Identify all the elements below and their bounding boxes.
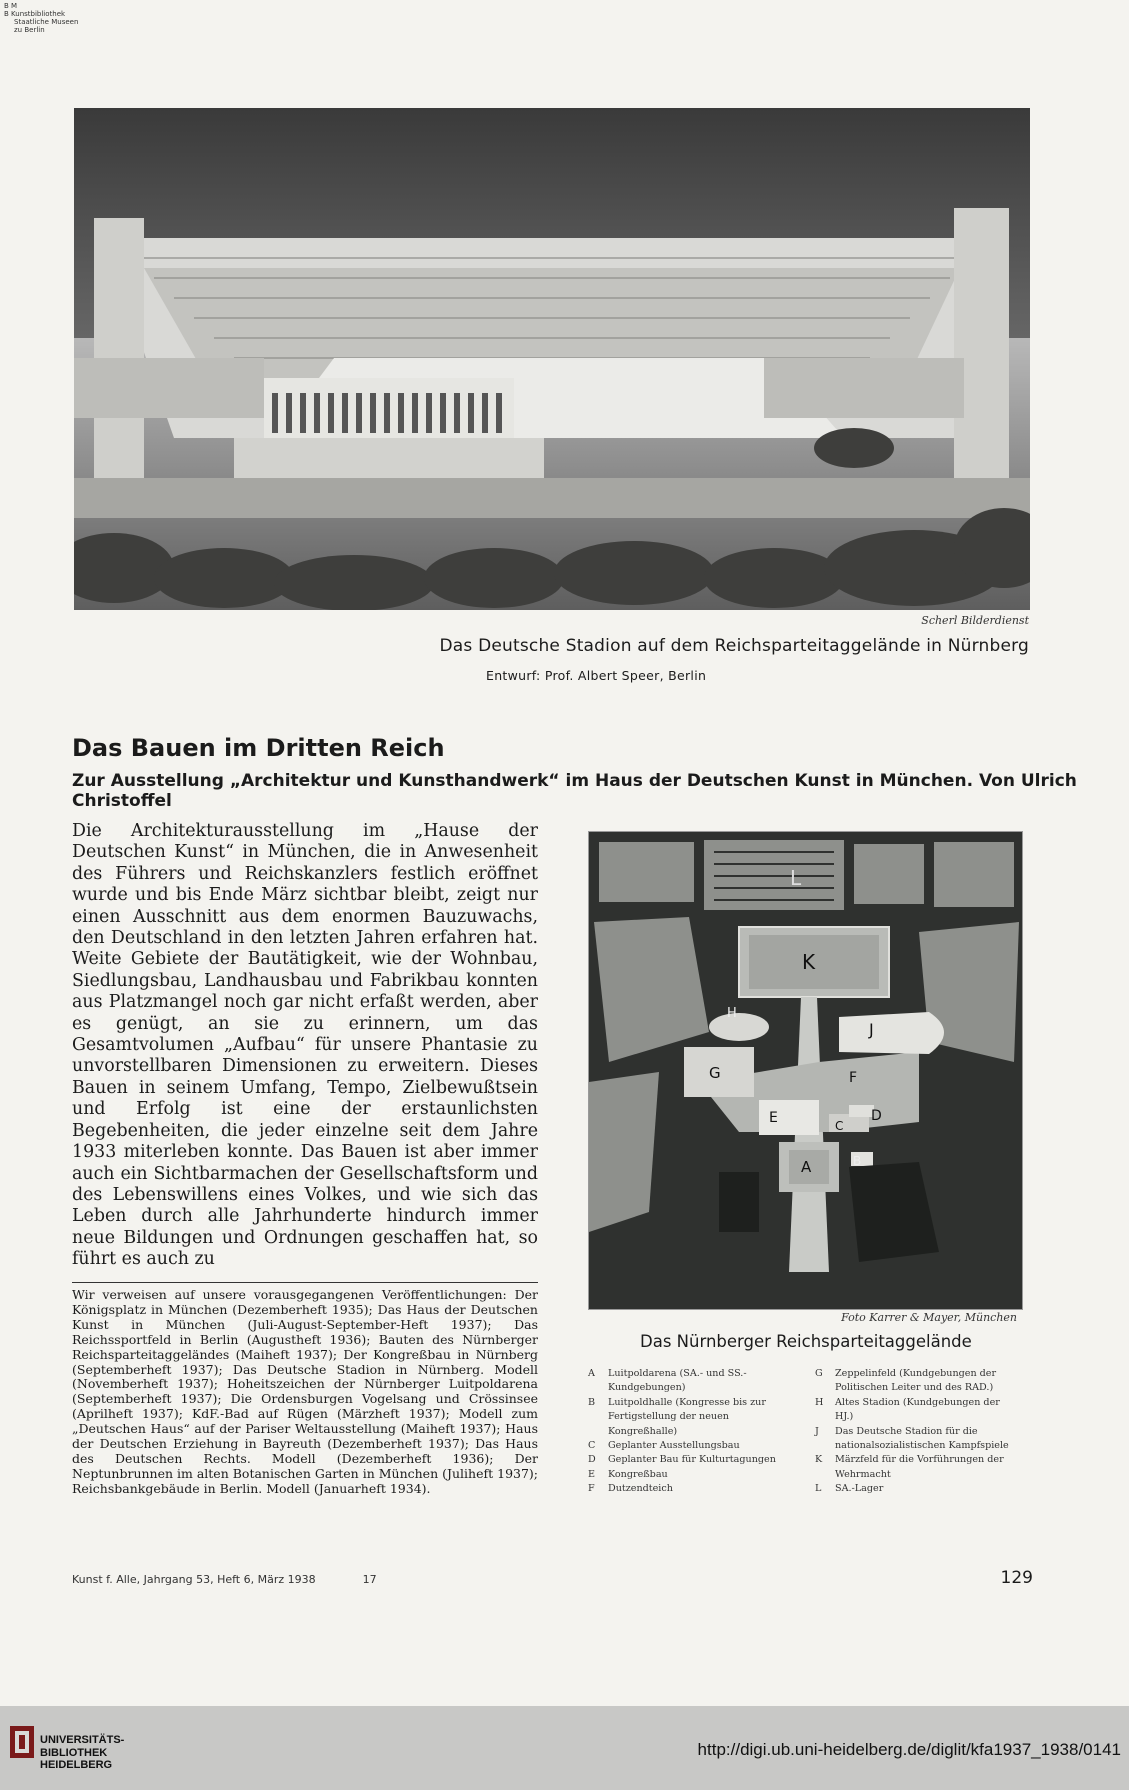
legend-key: E	[588, 1468, 596, 1480]
institution-name[interactable]	[40, 1734, 124, 1772]
article-subtitle: Zur Ausstellung „Architektur und Kunsthandwerk“ im Haus der Deutschen Kunst in München. Von Ulrich Christoffel	[72, 771, 1077, 811]
legend-key: C	[588, 1440, 596, 1452]
footnote-divider	[72, 1282, 538, 1283]
journal-info: Kunst f. Alle, Jahrgang 53, Heft 6, März 1938	[72, 1573, 316, 1586]
legend-key: H	[815, 1396, 824, 1408]
legend-text: SA.-Lager	[835, 1483, 884, 1495]
legend-row	[588, 1396, 786, 1439]
legend-key: L	[815, 1483, 822, 1495]
legend-key: D	[588, 1454, 596, 1466]
legend-row	[815, 1367, 1013, 1396]
photo-subcaption: Entwurf: Prof. Albert Speer, Berlin	[486, 668, 707, 683]
legend-row	[588, 1439, 786, 1453]
map-label-K: K	[802, 950, 816, 974]
signature-mark: 17	[362, 1573, 377, 1586]
map-label-C: C	[835, 1119, 844, 1133]
institution-line: BIBLIOTHEK	[40, 1746, 108, 1759]
footnote: Wir verweisen auf unsere vorausgegangenen Veröffentlichungen: Der Königsplatz in München (Dezemberheft 1935); Das Haus der Deutschen Kunst in München (Juli-August-September-Heft 1937); Das Reichssportfeld in Berlin (Augustheft 1936); Bauten des Nürnberger Reichsparteitaggeländes (Maiheft 1937); Der Kongreßbau in Nürnberg (Septemberheft 1937); Das Deutsche Stadion in Nürnberg. Modell (Novemberheft 1937); Hoheitszeichen der Nürnberger Luitpoldarena (Septemberheft 1937); Die Ordensburgen Vogelsang und Crössinsee (Aprilheft 1937); KdF.-Bad auf Rügen (Märzheft 1937); Modell zum „Deutschen Haus“ auf der Pariser Weltausstellung (Maiheft 1937); Haus der Deutschen Erziehung in Bayreuth (Dezemberheft 1937); Das Haus des Deutschen Rechts. Modell (Dezemberheft 1936); Der Neptunbrunnen im alten Botanischen Garten in München (Juliheft 1937); Reichsbankgebäude in Berlin. Modell (Januarheft 1934).	[72, 1287, 539, 1496]
legend-row	[588, 1468, 786, 1482]
photo-credit: Scherl Bilderdienst	[921, 614, 1029, 627]
legend-text: Kongreßbau	[608, 1468, 668, 1480]
page-number: 129	[1000, 1568, 1033, 1588]
map-legend-left	[588, 1367, 786, 1497]
stamp-line: Staatliche Museen	[14, 18, 79, 26]
journal-footer	[72, 1573, 377, 1586]
legend-text: Dutzendteich	[608, 1483, 673, 1495]
map-label-J: J	[869, 1020, 874, 1039]
legend-text: Geplanter Bau für Kulturtagungen	[608, 1454, 776, 1466]
map-caption: Das Nürnberger Reichsparteitaggelände	[640, 1332, 972, 1351]
stamp-line: B M	[4, 2, 18, 10]
stamp-line: B Kunstbibliothek	[4, 10, 66, 18]
institution-line: HEIDELBERG	[40, 1759, 113, 1771]
map-credit: Foto Karrer & Mayer, München	[841, 1311, 1017, 1324]
article-title: Das Bauen im Dritten Reich	[72, 734, 445, 762]
legend-key: K	[815, 1454, 823, 1466]
map-label-A: A	[801, 1158, 812, 1176]
map-legend-right	[815, 1367, 1013, 1497]
legend-key: A	[588, 1368, 595, 1379]
institution-line: UNIVERSITÄTS-	[40, 1734, 125, 1746]
map-label-H: H	[727, 1006, 737, 1021]
legend-row	[815, 1425, 1013, 1454]
map-label-D: D	[871, 1108, 882, 1124]
permalink-url[interactable]: http://digi.ub.uni-heidelberg.de/diglit/kfa1937_1938/0141	[697, 1740, 1121, 1759]
site-plan-image	[588, 831, 1023, 1310]
legend-text: Märzfeld für die Vorführungen der Wehrmacht	[835, 1454, 1004, 1480]
legend-key: G	[815, 1368, 823, 1379]
legend-row	[588, 1482, 786, 1496]
legend-key: J	[815, 1425, 819, 1437]
legend-text: Das Deutsche Stadion für die nationalsozialistischen Kampfspiele	[835, 1425, 1009, 1452]
library-stamp	[4, 2, 78, 34]
legend-key: B	[588, 1396, 596, 1408]
legend-text: Luitpoldarena (SA.- und SS.-Kundgebungen)	[608, 1368, 747, 1394]
legend-row	[815, 1482, 1013, 1496]
map-label-F: F	[849, 1070, 858, 1086]
legend-row	[588, 1453, 786, 1467]
legend-key: F	[588, 1483, 595, 1495]
map-label-G: G	[709, 1064, 721, 1082]
stamp-line: zu Berlin	[14, 26, 45, 34]
article-body	[72, 821, 538, 1271]
legend-text: Luitpoldhalle (Kongresse bis zur Fertigstellung der neuen Kongreßhalle)	[608, 1396, 766, 1437]
photo-caption: Das Deutsche Stadion auf dem Reichsparteitaggelände in Nürnberg	[439, 636, 1029, 656]
legend-text: Altes Stadion (Kundgebungen der HJ.)	[835, 1396, 1000, 1423]
legend-text: Zeppelinfeld (Kundgebungen der Politischen Leiter und des RAD.)	[835, 1368, 997, 1394]
stadium-photo	[74, 108, 1030, 610]
legend-text: Geplanter Ausstellungsbau	[608, 1440, 740, 1452]
university-seal-icon	[8, 1724, 36, 1760]
legend-row	[815, 1453, 1013, 1482]
map-label-B: B	[853, 1154, 862, 1168]
legend-row	[588, 1367, 786, 1396]
legend-row	[815, 1396, 1013, 1425]
map-label-L: L	[790, 866, 802, 890]
body-paragraph: Die Architekturausstellung im „Hause der Deutschen Kunst“ in München, die in Anwesenheit des Führers und Reichskanzlers festlich eröffnet wurde und bis Ende März sichtbar bleibt, zeigt nur einen Ausschnitt aus dem enormen Bauzuwachs, den Deutschland in den letzten Jahren erfahren hat. Weite Gebiete der Bautätigkeit, wie der Wohnbau, Siedlungsbau, Landhausbau und Fabrikbau konnten aus Platzmangel noch gar nicht erfaßt werden, aber es genügt, an sie zu erinnern, um das Gesamtvolumen „Aufbau“ für unsere Phantasie zu unvorstellbaren Dimensionen zu erweitern. Dieses Bauen in seinem Umfang, Tempo, Zielbewußtsein und Erfolg ist eine der erstaunlichsten Begebenheiten, die jeder einzelne seit dem Jahre 1933 miterleben konnte. Das Bauen ist aber immer auch ein Sichtbarmachen der Gesellschaftsform und des Lebenswillens eines Volkes, und wie sich das Leben durch alle Jahrhunderte hindurch immer neue Bildungen und Ordnungen geschaffen hat, so führt es auch zu	[72, 821, 538, 1270]
map-label-E: E	[769, 1110, 778, 1126]
